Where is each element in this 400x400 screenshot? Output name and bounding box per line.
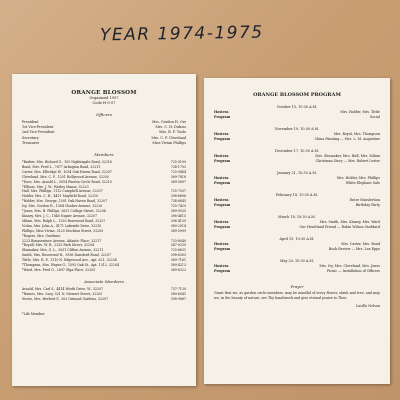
members-list <box>12 160 196 273</box>
officer-row-left: Treasurer <box>22 140 40 145</box>
member-row-left: Nolan, Mrs. John A., 4171 Lakeside Drive, 32210 <box>22 223 102 228</box>
member-row-right: 389-7818 <box>170 174 186 179</box>
member-row-left: Tittle, Mrs. R. F., 1110 N. Edgewood Ave., Apt. 621, 32254 <box>22 258 117 263</box>
member-row-right: 724-1703 <box>170 164 186 169</box>
associate-row-left: Stowe, Mrs. Herbert F., 303 Ormond Gardens, 32207 <box>22 296 109 301</box>
member-row-right: 389-4213 <box>170 263 186 268</box>
member-row-left: *Dore, Mrs. Arnold L., 5054 Pinetta Circle Road, 32210 <box>22 179 112 184</box>
meeting-hostess-value: Mrs. Carter, Mrs. Bond <box>341 242 380 246</box>
meeting-program-line <box>214 247 380 252</box>
officer-row-right: Mrs. C. H. Dubois <box>155 125 186 130</box>
meeting-entry <box>204 127 390 142</box>
meeting-entry <box>204 171 390 186</box>
officer-row-left: 2nd Vice-President <box>22 130 55 135</box>
prayer-text: Grant that we, as garden circle members, may be mindful of every flower, shrub and tree, and may we, in the beauty of nature, see Thy handiwork and give eternal praise to Thee. <box>214 291 380 300</box>
meeting-program-line <box>214 269 380 274</box>
club-title: ORANGE BLOSSOM <box>71 90 137 96</box>
meeting-hostess-label: Hostess <box>214 132 229 136</box>
member-row-left: Holder, Mrs. C. H., 4411 Mayfield Road, 32210 <box>22 194 99 199</box>
meeting-date: October 15, 10:30 A.M. <box>276 105 318 109</box>
officer-row-right: Mrs. Gordon H. Orr <box>152 120 186 124</box>
associate-heading: Associate Members <box>84 278 124 284</box>
meeting-date: February 18, 10:30 A.M. <box>275 193 319 197</box>
member-row-left: *Royall, Mrs. W. R., 2325 Park Street, 32204 <box>22 243 95 248</box>
member-row-left: Milam, Mrs. Ralph L., 1250 Rosewood Road, 32207 <box>22 218 106 223</box>
meeting-program-label: Program <box>214 159 231 163</box>
member-row-right: 398-6303 <box>170 253 186 258</box>
member-row-left: Smith, Mrs. Rosewood H., 3936 Dunsford Road, 32207 <box>22 253 111 258</box>
member-row-left: *Holder, Mrs. George, 1501 Oak Haven Road, 32207 <box>22 199 108 204</box>
meeting-program-value: White Elephant Sale <box>345 181 380 185</box>
meeting-hostess-value: Mrs. Holder, Mrs. Phillips <box>336 176 380 180</box>
associate-row-right: 398-9887 <box>170 296 186 301</box>
meeting-program-line <box>214 159 380 164</box>
member-row-left: *Rogers, Mrs. Gardiner, <box>22 233 61 238</box>
member-row-left: *Thompson, Mrs. Wayne G., 1593 Oak St., Apt. 1312, 32204 <box>22 263 119 268</box>
member-row-right: 725-0199 <box>170 160 186 165</box>
member-row-left: Phillips, Miss Vivian, 3120 Stockton Street, 32205 <box>22 228 104 233</box>
meeting-program-line <box>214 225 380 230</box>
membership-card <box>12 74 196 386</box>
member-row <box>12 268 196 273</box>
member-row-left: Shumaker, Mrs. G. L., 3631 Clifton Avenue, 32211 <box>22 248 104 253</box>
meeting-hostess-value: Mrs. Royal, Mrs. Thompson <box>333 132 380 136</box>
meeting-program-line <box>214 203 380 208</box>
meeting-hostess-value: Mrs. Ivy, Mrs. Cleveland, Mrs. Jones <box>319 264 380 268</box>
associate-row-left: *Haines, Mrs. Lucy, 521 N. Stewart Street, 32205 <box>22 291 103 296</box>
member-row-left: Hall, Mrs. Phillips, 1112 Campbell Avenue, 32207 <box>22 189 103 194</box>
organized-line: Organized 1957 <box>89 96 119 100</box>
program-title: ORANGE BLOSSOM PROGRAM <box>253 92 341 98</box>
meeting-date: November 19, 10:30 A.M. <box>274 127 320 131</box>
associate-row-right: 737-7130 <box>170 286 186 291</box>
meetings-list <box>204 105 390 274</box>
meeting-hostess-label: Hostess <box>214 176 229 180</box>
officer-row-right: Miss Vivian Phillips <box>152 140 186 145</box>
meeting-entry <box>204 215 390 230</box>
officers-list <box>12 120 196 146</box>
member-row-left: Bond, Mrs. Fred L., 7677 Arlington Road, 32211 <box>22 164 101 169</box>
meeting-program-label: Program <box>214 247 231 251</box>
meeting-entry <box>204 259 390 274</box>
officer-row-left: 1st Vice-President <box>22 125 54 130</box>
meeting-program-line <box>214 137 380 142</box>
meeting-hostess-label: Hostess <box>214 264 229 268</box>
meeting-program-label: Program <box>214 225 231 229</box>
meeting-program-label: Program <box>214 115 231 119</box>
meeting-entry <box>204 149 390 164</box>
meeting-hostess-value: Mrs. Smith, Mrs. Kinney, Mrs. Ward <box>319 220 380 224</box>
member-row-right: 725-7037 <box>170 189 186 194</box>
member-row-left: Cleveland, Mrs. C. F., 1201 Hollywood Avenue, 32205 <box>22 174 109 179</box>
meeting-program-label: Program <box>214 181 231 185</box>
member-row-right: 396-4135 <box>170 218 186 223</box>
meeting-program-label: Program <box>214 269 231 273</box>
associate-row-right: 389-6041 <box>170 291 186 296</box>
member-row-right: 725-6631 <box>170 248 186 253</box>
meeting-hostess-label: Hostess <box>214 154 229 158</box>
member-row-right: 733-8040 <box>170 238 186 243</box>
life-member-footnote: *Life Member <box>22 311 45 316</box>
member-row-right: 389-5897 <box>170 179 186 184</box>
member-row-right: 725-9484 <box>170 169 186 174</box>
member-row-right: 389-6322 <box>170 267 186 272</box>
prayer-heading: Prayer <box>290 284 304 289</box>
prayer-author: Lucille Nelson <box>355 303 380 308</box>
meeting-hostess-label: Hostess <box>214 198 229 202</box>
meeting-entry <box>204 193 390 208</box>
meeting-program-value: Picnic — Installation of Officers <box>327 269 380 273</box>
meeting-program-line <box>214 181 380 186</box>
member-row-right: 389-2014 <box>170 223 186 228</box>
code-line: Code H-5-57 <box>92 101 116 105</box>
meeting-program-value: Social <box>369 115 380 119</box>
officer-row-left: Secretary <box>22 135 39 140</box>
meeting-program-value: Our Heartland Friend — Robin Wilson Stoddard <box>299 225 380 229</box>
meeting-program-value: Birthday Party <box>355 203 380 207</box>
officers-heading: Officers <box>96 112 112 117</box>
associate-row <box>12 297 196 302</box>
meeting-program-label: Program <box>214 137 231 141</box>
program-card <box>204 78 390 384</box>
meeting-hostess-label: Hostess <box>214 220 229 224</box>
meeting-program-value: China Painting — Mrs. L. M. Augustine <box>314 137 380 141</box>
meeting-hostess-value: Mrs. Shumaker, Mrs. Hall, Mrs. Milam <box>315 154 380 158</box>
members-heading: Members <box>94 152 114 158</box>
member-row-right: 389-5099 <box>170 228 186 233</box>
meeting-program-label: Program <box>214 203 231 207</box>
officer-row <box>12 141 196 146</box>
member-row-left: *Jones, Mrs. B. Phillips, 2631 College Street, 32204 <box>22 209 106 214</box>
meeting-date: March 18, 10:30 A.M. <box>278 215 316 219</box>
member-row-right: 396-4615 <box>170 213 186 218</box>
member-row-right: 398-6696 <box>170 194 186 199</box>
meeting-hostess-value: Mrs. Holder, Mrs. Tittle <box>340 110 380 114</box>
officer-row-left: President <box>22 120 39 124</box>
meeting-date: January 21, 10:30 A.M. <box>277 171 317 175</box>
meeting-hostess-label: Hostess <box>214 242 229 246</box>
meeting-program-line <box>214 115 380 120</box>
officer-row-right: Mrs. C. F. Cleveland <box>151 135 186 140</box>
member-row-right: 734-6845 <box>170 199 186 204</box>
meeting-program-value: Book Review — Mrs. Lea Epps <box>328 247 380 251</box>
member-row-left: *Barber, Mrs. Richard G., 105 Nightingale Road, 32216 <box>22 160 112 165</box>
meeting-hostess-value: Entre Masslertion <box>349 198 380 202</box>
member-row-right: 389-0535 <box>170 209 186 214</box>
meeting-program-value: Christmas Story — Mrs. Robert Lester <box>315 159 380 163</box>
meeting-date: April 15, 10:30 A.M. <box>279 237 315 241</box>
member-row-left: Carter, Mrs. Elbridge W., 1034 Oak Haven Road, 32207 <box>22 169 112 174</box>
associate-row-left: Arnold, Mrs. Carl S., 4414 Worth Drive, W., 32207 <box>22 286 104 291</box>
meeting-date: May 20, 10:30 A.M. <box>280 259 314 263</box>
member-row-right: 387-0259 <box>170 243 186 248</box>
associates-list <box>12 287 196 302</box>
meeting-entry <box>204 237 390 252</box>
member-row-right: 725-7429 <box>170 204 186 209</box>
member-row-left: 2223 Bonaventure Avenue, Atlantic Place, 32217 <box>22 238 102 243</box>
member-row-left: Kinney, Mrs. J. C., 1840 Napier Avenue, 32207 <box>22 213 97 218</box>
officer-row-right: Mrs. R. F. Toole <box>159 130 186 135</box>
member-row-left: Ivy, Mrs. Gordon H., 1384 Clusker Avenue, 32226 <box>22 204 103 209</box>
member-row-left: *Ward, Mrs. Fred G., 2897 Olga Place, 32205 <box>22 267 96 272</box>
meeting-hostess-label: Hostess <box>214 110 229 114</box>
handwritten-year-title: YEAR 1974-1975 <box>99 22 264 46</box>
member-row-left: *Ellison, Mrs. J. W., Wesley Manor, 32223 <box>22 184 89 189</box>
meeting-entry <box>204 105 390 120</box>
meeting-date: December 17, 10:30 A.M. <box>274 149 320 153</box>
member-row-right: 389-7161 <box>170 258 186 263</box>
